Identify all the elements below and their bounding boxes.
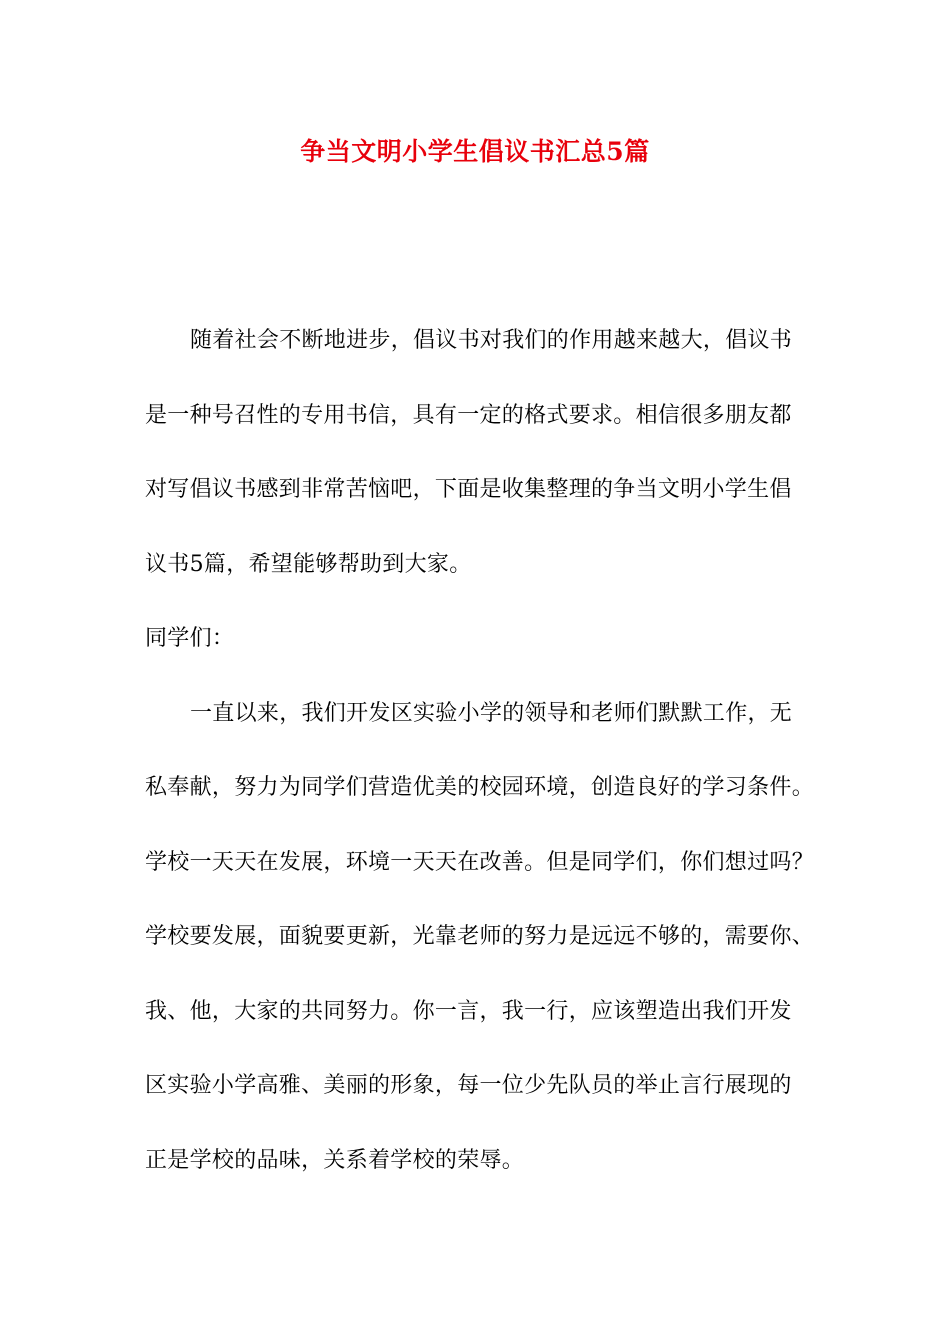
paragraph-line: 随着社会不断地进步，倡议书对我们的作用越来越大，倡议书 [190,328,793,353]
paragraph-line: 我、他，大家的共同努力。你一言，我一行，应该塑造出我们开发 [145,998,792,1024]
paragraph-line: 学校一天天在发展，环境一天天在改善。但是同学们，你们想过吗？ [145,849,815,875]
paragraph-line: 是一种号召性的专用书信，具有一定的格式要求。相信很多朋友都 [145,402,792,428]
document-body [145,318,815,1212]
paragraph-line: 区实验小学高雅、美丽的形象，每一位少先队员的举止言行展现的 [145,1073,792,1098]
paragraph-line: 正是学校的品味，关系着学校的荣辱。 [145,1147,525,1173]
paragraph-line: 一直以来，我们开发区实验小学的领导和老师们默默工作，无 [190,700,793,726]
paragraph-line: 对写倡议书感到非常苦恼吧，下面是收集整理的争当文明小学生倡 [145,477,792,502]
paragraph-line: 学校要发展，面貌要更新，光靠老师的努力是远远不够的，需要你、 [145,924,815,949]
paragraph-line: 议书5篇，希望能够帮助到大家。 [145,551,472,577]
paragraph-line: 私奉献，努力为同学们营造优美的校园环境，创造良好的学习条件。 [145,775,815,800]
document-title: 争当文明小学生倡议书汇总5篇 [300,137,650,166]
salutation-line: 同学们： [145,626,235,651]
